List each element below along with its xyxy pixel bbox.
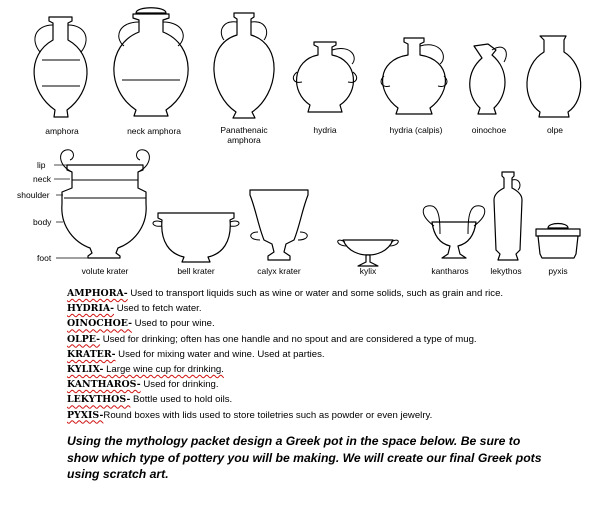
desc-hydria: Used to fetch water.: [114, 303, 202, 315]
label-calyx-krater: calyx krater: [257, 266, 301, 276]
desc-oinochoe: Used to pour wine.: [132, 318, 215, 330]
label-panathenaic: Panathenaic: [220, 125, 268, 135]
definition-hydria: [67, 301, 587, 316]
term-kantharos: KANTHAROS-: [67, 379, 141, 391]
kylix-drawing: [338, 240, 399, 266]
label-volute-krater: volute krater: [81, 266, 129, 276]
desc-pyxis: Round boxes with lids used to store toiletries such as powder or even jewelry.: [103, 409, 433, 421]
label-oinochoe: oinochoe: [471, 125, 507, 135]
amphora-drawing: [34, 17, 87, 117]
term-krater: KRATER-: [67, 348, 116, 360]
label-hydria: hydria: [313, 125, 337, 135]
kantharos-drawing: [423, 206, 485, 258]
term-oinochoe: OINOCHOE-: [67, 318, 132, 330]
term-amphora: AMPHORA-: [67, 288, 128, 299]
definition-kantharos: [67, 377, 587, 392]
label-amphora: amphora: [45, 126, 79, 136]
label-shoulder: shoulder: [17, 190, 50, 200]
definition-kylix: [67, 362, 587, 377]
label-neck: neck: [33, 174, 51, 184]
label-pyxis: pyxis: [548, 266, 568, 276]
hydria-drawing: [293, 42, 356, 112]
desc-kantharos: Used for drinking.: [140, 379, 219, 391]
term-kylix: KYLIX-: [67, 364, 104, 376]
desc-amphora: Used to transport liquids such as wine or water and some solids, such as grain and rice.: [127, 288, 504, 299]
desc-olpe: Used for drinking; often has one handle and no spout and are considered a type of mug.: [100, 333, 477, 345]
desc-krater: Used for mixing water and wine. Used at parties.: [115, 348, 325, 360]
neck-amphora-drawing: [114, 8, 188, 116]
oinochoe-drawing: [470, 44, 507, 114]
bell-krater-drawing: [153, 213, 239, 262]
definitions-list: [67, 286, 587, 423]
label-panathenaic-amphora: amphora: [227, 135, 261, 145]
label-bell-krater: bell krater: [177, 266, 215, 276]
desc-lekythos: Bottle used to hold oils.: [130, 394, 233, 406]
definition-oinochoe: [67, 316, 587, 331]
term-lekythos: LEKYTHOS-: [67, 394, 131, 406]
label-neck-amphora: neck amphora: [127, 126, 181, 136]
definition-lekythos: [67, 392, 587, 407]
calyx-krater-drawing: [250, 190, 308, 260]
label-kantharos: kantharos: [431, 266, 469, 276]
panathenaic-amphora-drawing: [214, 13, 274, 118]
volute-krater-drawing: [61, 150, 150, 258]
term-pyxis: PYXIS-: [67, 409, 104, 421]
lekythos-drawing: [494, 172, 522, 260]
label-kylix: kylix: [359, 266, 377, 276]
label-lekythos: lekythos: [490, 266, 522, 276]
label-body: body: [33, 217, 52, 227]
definition-krater: [67, 347, 587, 362]
desc-kylix: Large wine cup for drinking.: [103, 364, 224, 376]
label-hydria-calpis: hydria (calpis): [389, 125, 443, 135]
label-lip: lip: [37, 160, 46, 170]
olpe-drawing: [527, 36, 581, 117]
term-hydria: HYDRIA-: [67, 303, 115, 315]
hydria-calpis-drawing: [381, 38, 447, 114]
definition-olpe: [67, 332, 587, 347]
definition-amphora: [67, 286, 587, 301]
label-foot: foot: [37, 253, 52, 263]
definition-pyxis: [67, 408, 587, 423]
label-olpe: olpe: [546, 125, 564, 135]
term-olpe: OLPE-: [67, 333, 101, 345]
instructions-paragraph: Using the mythology packet design a Greek pot in the space below. Be sure to show which type of pottery you will be making. We will create our final Greek pots using scratch art.: [67, 434, 542, 481]
pyxis-drawing: [536, 224, 580, 259]
